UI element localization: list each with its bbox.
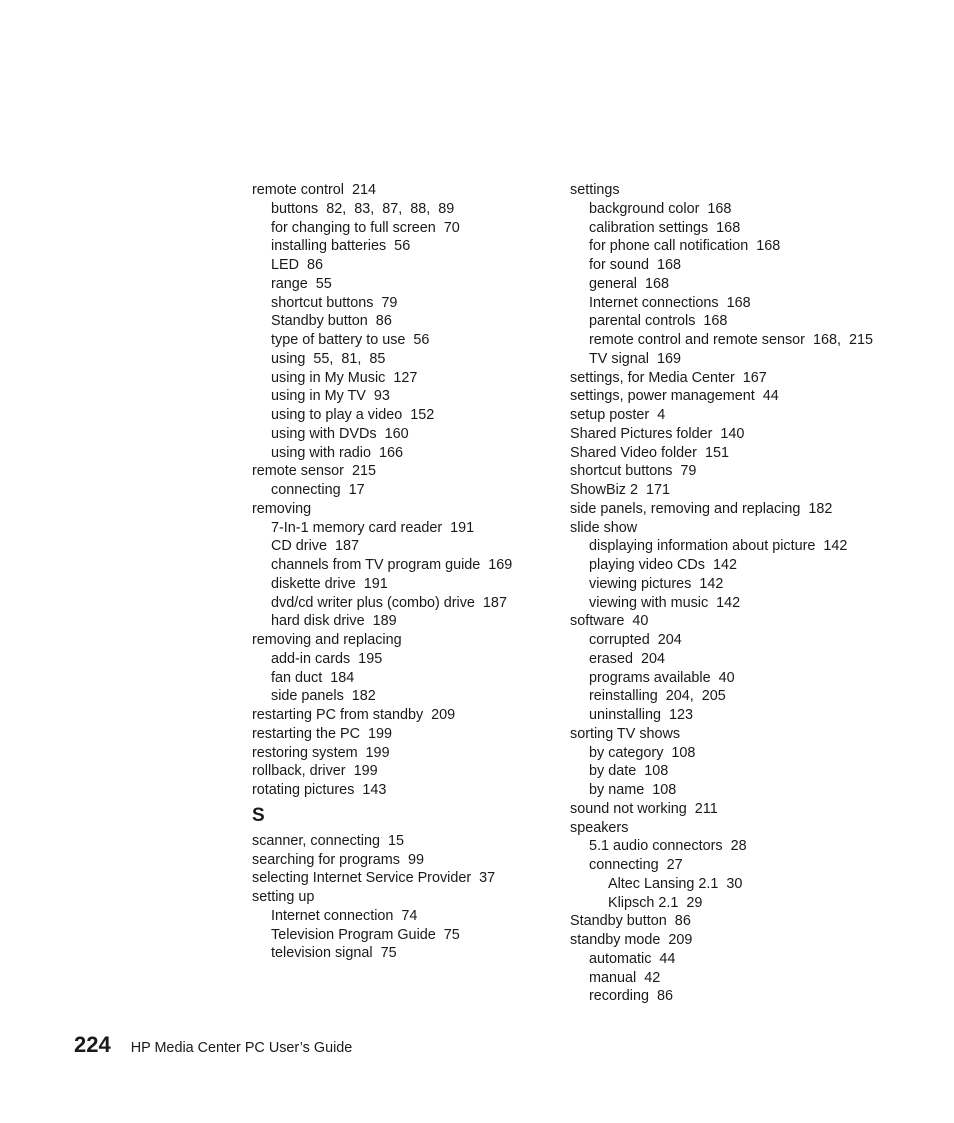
index-subentry: for phone call notification 168: [589, 238, 781, 255]
index-subentry: 5.1 audio connectors 28: [589, 838, 747, 855]
index-entry: Standby button 86: [570, 913, 691, 930]
index-subentry: using in My Music 127: [271, 369, 418, 386]
index-subentry: displaying information about picture 142: [589, 538, 848, 555]
index-subentry: recording 86: [589, 988, 673, 1005]
index-subentry: programs available 40: [589, 669, 735, 686]
index-subentry: for sound 168: [589, 257, 682, 273]
index-subentry: by name 108: [589, 782, 677, 798]
index-subentry: Standby button 86: [271, 313, 392, 330]
index-subentry: using with DVDs 160: [271, 425, 409, 442]
index-entry: restoring system 199: [252, 744, 390, 761]
page-footer: [74, 1032, 352, 1058]
index-subentry: Altec Lansing 2.1 30: [608, 875, 743, 892]
index-subentry: Klipsch 2.1 29: [608, 894, 703, 911]
index-subentry: range 55: [271, 275, 332, 292]
index-entry: ShowBiz 2 171: [570, 482, 670, 498]
index-subentry: parental controls 168: [589, 313, 728, 330]
index-subentry: type of battery to use 56: [271, 332, 430, 348]
index-entry: Shared Video folder 151: [570, 444, 729, 461]
index-entry: remote sensor 215: [252, 463, 376, 480]
index-entry: removing: [252, 500, 312, 517]
index-entry: rollback, driver 199: [252, 763, 378, 780]
index-subentry: installing batteries 56: [271, 238, 411, 255]
index-entry: setting up: [252, 889, 315, 905]
index-subentry: hard disk drive 189: [271, 613, 397, 630]
index-entry: settings, for Media Center 167: [570, 369, 767, 386]
index-entry: slide show: [570, 519, 638, 536]
index-subentry: 7-In-1 memory card reader 191: [271, 519, 475, 536]
index-subentry: reinstalling 204, 205: [589, 688, 726, 705]
index-entry: searching for programs 99: [252, 851, 424, 868]
index-entry: sound not working 211: [570, 800, 718, 817]
index-entry: rotating pictures 143: [252, 782, 387, 798]
index-subentry: connecting 27: [589, 857, 683, 873]
index-entry: restarting the PC 199: [252, 725, 392, 742]
index-subentry: CD drive 187: [271, 538, 359, 555]
book-title: HP Media Center PC User’s Guide: [130, 1040, 353, 1056]
index-subentry: channels from TV program guide 169: [271, 557, 513, 573]
index-subentry: by date 108: [589, 763, 669, 780]
index-column-left: [252, 181, 552, 963]
index-subentry: TV signal 169: [589, 350, 681, 367]
index-entry: restarting PC from standby 209: [252, 707, 456, 723]
index-subentry: viewing pictures 142: [589, 575, 724, 592]
index-entry: remote control 214: [252, 182, 376, 198]
index-subentry: playing video CDs 142: [589, 557, 737, 573]
index-subentry: background color 168: [589, 200, 732, 217]
index-subentry: manual 42: [589, 969, 661, 986]
index-subentry: using to play a video 152: [271, 407, 435, 423]
index-entry: scanner, connecting 15: [252, 832, 405, 849]
index-entry: Shared Pictures folder 140: [570, 425, 745, 442]
index-entries-s-left: [252, 832, 552, 963]
index-subentry: buttons 82, 83, 87, 88, 89: [271, 200, 455, 217]
index-subentry: by category 108: [589, 744, 696, 761]
index-subentry: general 168: [589, 275, 670, 292]
index-entry: software 40: [570, 613, 649, 630]
index-subentry: using 55, 81, 85: [271, 350, 386, 367]
index-subentry: automatic 44: [589, 950, 676, 967]
index-entry: standby mode 209: [570, 932, 693, 948]
index-subentry: diskette drive 191: [271, 575, 388, 592]
index-subentry: television signal 75: [271, 945, 397, 962]
index-entry: selecting Internet Service Provider 37: [252, 870, 496, 887]
index-entry: sorting TV shows: [570, 725, 681, 742]
index-subentry: erased 204: [589, 650, 666, 667]
index-subentry: Internet connections 168: [589, 294, 751, 311]
index-entry: settings: [570, 182, 620, 198]
index-subentry: LED 86: [271, 257, 323, 273]
index-subentry: remote control and remote sensor 168, 215: [589, 332, 873, 348]
index-entry: speakers: [570, 819, 629, 836]
index-subentry: add-in cards 195: [271, 650, 383, 667]
index-subentry: using in My TV 93: [271, 388, 390, 405]
index-entry: setup poster 4: [570, 407, 666, 423]
section-letter-s: S: [252, 804, 265, 826]
index-entry: settings, power management 44: [570, 388, 779, 405]
index-subentry: Internet connection 74: [271, 907, 418, 924]
index-subentry: for changing to full screen 70: [271, 219, 460, 236]
index-subentry: side panels 182: [271, 688, 376, 705]
index-entries-r: [252, 181, 552, 800]
index-subentry: viewing with music 142: [589, 594, 741, 611]
index-subentry: calibration settings 168: [589, 219, 741, 236]
index-subentry: shortcut buttons 79: [271, 294, 398, 311]
index-subentry: connecting 17: [271, 482, 365, 498]
page-number: 224: [74, 1032, 111, 1057]
index-subentry: using with radio 166: [271, 444, 403, 461]
index-entries-s-right: [570, 181, 940, 1006]
index-subentry: dvd/cd writer plus (combo) drive 187: [271, 594, 507, 611]
index-entry: side panels, removing and replacing 182: [570, 500, 833, 517]
index-subentry: fan duct 184: [271, 669, 355, 686]
index-entry: shortcut buttons 79: [570, 463, 697, 480]
index-subentry: corrupted 204: [589, 632, 682, 648]
index-subentry: Television Program Guide 75: [271, 926, 460, 943]
index-column-right: [570, 181, 940, 1006]
index-entry: removing and replacing: [252, 632, 402, 648]
index-subentry: uninstalling 123: [589, 707, 694, 723]
